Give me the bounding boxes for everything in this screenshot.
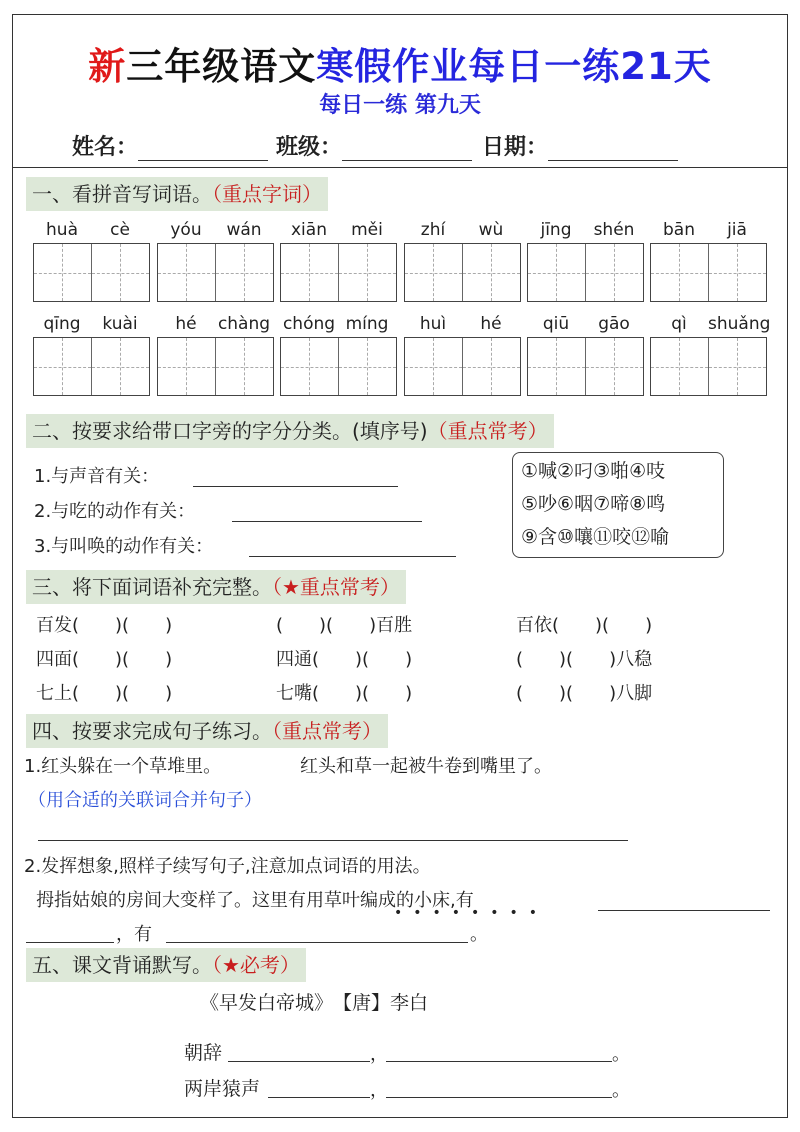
s4-q1-sentence-b: 红头和草一起被牛卷到嘴里了。: [300, 756, 552, 777]
pinyin-label: wán: [226, 220, 262, 240]
section-4-header: [26, 714, 388, 748]
writing-cell[interactable]: [92, 338, 150, 395]
writing-grid-word[interactable]: [650, 243, 767, 302]
s2-question-2: 2.与吃的动作有关：: [34, 501, 196, 522]
writing-cell[interactable]: [216, 244, 274, 301]
writing-grid-word[interactable]: [404, 243, 521, 302]
pinyin-label: wù: [478, 220, 504, 240]
pinyin-label: jīng: [540, 220, 572, 240]
writing-grid-word[interactable]: [404, 337, 521, 396]
s4-q2-blank-1[interactable]: [598, 910, 770, 911]
pinyin-label: shén: [593, 220, 635, 240]
poem-line-1-period: 。: [612, 1044, 630, 1065]
writing-cell[interactable]: [216, 338, 274, 395]
writing-grid-word[interactable]: [157, 243, 274, 302]
idiom-item: ( )( )八稳: [516, 649, 653, 670]
date-field[interactable]: [482, 130, 678, 161]
pinyin-label: chóng: [282, 314, 336, 334]
pinyin-label: huì: [419, 314, 447, 334]
poem-line-1-blank-a[interactable]: [228, 1061, 370, 1062]
writing-cell[interactable]: [528, 338, 586, 395]
section-1-title: 一、看拼音写词语。: [32, 182, 212, 206]
s2-question-3: 3.与叫唤的动作有关：: [34, 536, 214, 557]
idiom-item: 百发( )( ): [36, 615, 173, 636]
section-2-tag: （重点常考）: [427, 419, 548, 443]
pinyin-label: qīng: [43, 314, 81, 334]
pinyin-label: zhí: [420, 220, 446, 240]
poem-line-1-blank-b[interactable]: [386, 1061, 612, 1062]
writing-grid-word[interactable]: [33, 337, 150, 396]
pinyin-label: xiān: [291, 220, 327, 240]
writing-cell[interactable]: [405, 338, 463, 395]
s4-q2-prompt: 2.发挥想象,照样子续写句子,注意加点词语的用法。: [24, 856, 431, 877]
s4-q2-blank-3[interactable]: [166, 942, 468, 943]
writing-cell[interactable]: [405, 244, 463, 301]
poem-title: 《早发白帝城》 【唐】李白: [200, 992, 429, 1014]
writing-cell[interactable]: [463, 244, 521, 301]
pinyin-label: kuài: [102, 314, 138, 334]
writing-cell[interactable]: [709, 244, 767, 301]
writing-cell[interactable]: [586, 244, 644, 301]
section-5-header: [26, 948, 306, 982]
poem-line-2-blank-a[interactable]: [268, 1097, 370, 1098]
page-subtitle: 每日一练 第九天: [319, 93, 481, 118]
idiom-item: ( )( )八脚: [516, 683, 653, 704]
pinyin-label: jiā: [727, 220, 747, 240]
pinyin-label: yóu: [170, 220, 202, 240]
s2-options-box: [512, 452, 724, 558]
pinyin-label: míng: [345, 314, 389, 334]
pinyin-label: hé: [175, 314, 197, 334]
name-blank[interactable]: [138, 140, 268, 161]
page-title: [0, 36, 800, 90]
writing-cell[interactable]: [651, 244, 709, 301]
poem-line-1-comma: ，: [370, 1044, 388, 1065]
title-part-series: 寒假作业每日一练21天: [316, 45, 712, 88]
writing-cell[interactable]: [463, 338, 521, 395]
section-2-title: 二、按要求给带口字旁的字分分类。(填序号): [32, 419, 428, 443]
pinyin-label: qiū: [542, 314, 570, 334]
pinyin-label: cè: [110, 220, 130, 240]
idiom-item: 七嘴( )( ): [276, 683, 413, 704]
writing-cell[interactable]: [586, 338, 644, 395]
section-4-tag: （重点常考）: [272, 719, 382, 743]
s2-answer-3-blank[interactable]: [249, 556, 456, 557]
name-field[interactable]: [72, 130, 268, 161]
s2-options-row-1: ①喊②叼③啪④吱: [521, 460, 666, 482]
poem-line-2-blank-b[interactable]: [386, 1097, 612, 1098]
writing-grid-word[interactable]: [650, 337, 767, 396]
writing-grid-word[interactable]: [33, 243, 150, 302]
s4-q1-sentence-a: 1.红头躲在一个草堆里。: [24, 756, 222, 777]
writing-grid-word[interactable]: [280, 243, 397, 302]
class-blank[interactable]: [342, 140, 472, 161]
section-4-title: 四、按要求完成句子练习。: [32, 719, 272, 743]
title-part-grade: 三年级语文: [126, 45, 317, 88]
pinyin-label: qì: [671, 314, 687, 334]
emphasis-dots: ••••••••: [394, 905, 549, 921]
writing-cell[interactable]: [34, 338, 92, 395]
header-divider: [12, 167, 788, 168]
writing-cell[interactable]: [92, 244, 150, 301]
s2-options-row-2: ⑤吵⑥咽⑦啼⑧鸣: [521, 493, 666, 515]
idiom-item: 七上( )( ): [36, 683, 173, 704]
writing-grid-word[interactable]: [527, 243, 644, 302]
poem-line-2-start: 两岸猿声: [184, 1078, 261, 1100]
pinyin-label: chàng: [217, 314, 271, 334]
section-2-header: [26, 414, 554, 448]
section-3-tag: （★重点常考）: [272, 575, 400, 599]
s4-q1-instruction: （用合适的关联词合并句子）: [28, 790, 262, 811]
writing-cell[interactable]: [709, 338, 767, 395]
writing-grid-word[interactable]: [280, 337, 397, 396]
poem-line-2-comma: ，: [370, 1080, 388, 1101]
poem-line-1-start: 朝辞: [184, 1042, 223, 1064]
pinyin-label: gāo: [598, 314, 630, 334]
section-5-title: 五、课文背诵默写。: [32, 953, 212, 977]
date-label: 日期：: [482, 135, 549, 160]
writing-cell[interactable]: [158, 338, 216, 395]
writing-cell[interactable]: [528, 244, 586, 301]
s2-question-1: 1.与声音有关：: [34, 466, 160, 487]
writing-cell[interactable]: [339, 338, 397, 395]
idiom-item: ( )( )百胜: [276, 615, 413, 636]
title-part-new: 新: [88, 45, 127, 88]
idiom-item: 四通( )( ): [276, 649, 413, 670]
s4-q2-blank-2[interactable]: [26, 942, 114, 943]
section-1-tag: （重点字词）: [212, 182, 322, 206]
date-blank[interactable]: [548, 140, 678, 161]
idiom-item: 四面( )( ): [36, 649, 173, 670]
idiom-item: 百依( )( ): [516, 615, 653, 636]
writing-grid-word[interactable]: [527, 337, 644, 396]
section-3-header: [26, 570, 406, 604]
section-1-header: [26, 177, 328, 211]
pinyin-label: huà: [46, 220, 78, 240]
s2-answer-1-blank[interactable]: [193, 486, 398, 487]
writing-grid-word[interactable]: [157, 337, 274, 396]
name-label: 姓名：: [72, 135, 139, 160]
s2-options-row-3: ⑨含⑩嚷⑪咬⑫喻: [521, 526, 670, 548]
pinyin-label: shuǎng: [708, 314, 771, 334]
s4-q2-period: 。: [470, 924, 488, 945]
writing-cell[interactable]: [34, 244, 92, 301]
writing-cell[interactable]: [158, 244, 216, 301]
s4-q1-answer-blank[interactable]: [38, 840, 628, 841]
s2-answer-2-blank[interactable]: [232, 521, 422, 522]
poem-line-2-period: 。: [612, 1080, 630, 1101]
pinyin-label: hé: [480, 314, 502, 334]
writing-cell[interactable]: [281, 244, 339, 301]
section-5-tag: （★必考）: [212, 953, 300, 977]
pinyin-label: bān: [663, 220, 695, 240]
pinyin-label: měi: [351, 220, 383, 240]
section-3-title: 三、将下面词语补充完整。: [32, 575, 272, 599]
s4-q2-example: 拇指姑娘的房间大变样了。这里有用草叶编成的小床,有: [36, 890, 474, 911]
writing-cell[interactable]: [651, 338, 709, 395]
s4-q2-connector: ，有: [116, 924, 152, 945]
class-field[interactable]: [276, 130, 472, 161]
writing-cell[interactable]: [281, 338, 339, 395]
writing-cell[interactable]: [339, 244, 397, 301]
class-label: 班级：: [276, 135, 343, 160]
